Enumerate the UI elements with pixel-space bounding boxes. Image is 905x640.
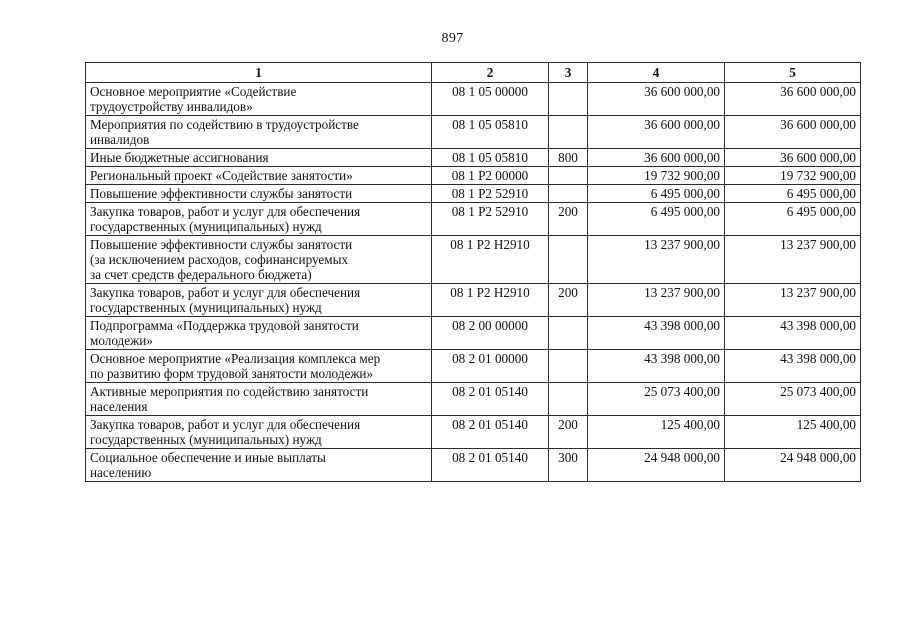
- row-amount-1-cell: 6 495 000,00: [588, 185, 725, 203]
- table-row: [86, 350, 861, 383]
- row-amount-1-cell: 43 398 000,00: [588, 317, 725, 350]
- table-row: [86, 167, 861, 185]
- row-amount-2-cell: 36 600 000,00: [725, 116, 861, 149]
- row-amount-2-cell: 43 398 000,00: [725, 317, 861, 350]
- budget-table: [85, 62, 861, 482]
- row-name-cell: Закупка товаров, работ и услуг для обеспечения государственных (муниципальных) нужд: [86, 284, 432, 317]
- table-row: [86, 149, 861, 167]
- row-code-cell: 08 2 01 00000: [432, 350, 549, 383]
- row-amount-1-cell: 36 600 000,00: [588, 149, 725, 167]
- column-header-type: 3: [549, 63, 588, 83]
- row-code-cell: 08 1 05 00000: [432, 83, 549, 116]
- row-type-cell: [549, 317, 588, 350]
- row-type-cell: [549, 83, 588, 116]
- row-type-cell: [549, 383, 588, 416]
- row-code-cell: 08 1 Р2 00000: [432, 167, 549, 185]
- row-code-cell: 08 2 01 05140: [432, 416, 549, 449]
- row-amount-1-cell: 43 398 000,00: [588, 350, 725, 383]
- row-type-cell: [549, 185, 588, 203]
- row-amount-2-cell: 25 073 400,00: [725, 383, 861, 416]
- row-amount-1-cell: 25 073 400,00: [588, 383, 725, 416]
- row-amount-2-cell: 13 237 900,00: [725, 284, 861, 317]
- row-type-cell: [549, 116, 588, 149]
- row-amount-1-cell: 6 495 000,00: [588, 203, 725, 236]
- row-code-cell: 08 1 Р2 52910: [432, 203, 549, 236]
- row-amount-2-cell: 43 398 000,00: [725, 350, 861, 383]
- row-amount-1-cell: 125 400,00: [588, 416, 725, 449]
- row-name-cell: Закупка товаров, работ и услуг для обеспечения государственных (муниципальных) нужд: [86, 203, 432, 236]
- column-header-name: 1: [86, 63, 432, 83]
- row-code-cell: 08 2 01 05140: [432, 449, 549, 482]
- table-row: [86, 416, 861, 449]
- row-amount-2-cell: 125 400,00: [725, 416, 861, 449]
- row-amount-2-cell: 6 495 000,00: [725, 185, 861, 203]
- page-number: 897: [441, 31, 464, 46]
- row-amount-1-cell: 13 237 900,00: [588, 236, 725, 284]
- table-row: [86, 203, 861, 236]
- table-row: [86, 185, 861, 203]
- table-row: [86, 449, 861, 482]
- table-body: [86, 83, 861, 482]
- table-row: [86, 317, 861, 350]
- row-type-cell: 200: [549, 284, 588, 317]
- row-amount-1-cell: 24 948 000,00: [588, 449, 725, 482]
- row-amount-2-cell: 36 600 000,00: [725, 149, 861, 167]
- row-name-cell: Закупка товаров, работ и услуг для обеспечения государственных (муниципальных) нужд: [86, 416, 432, 449]
- row-name-cell: Основное мероприятие «Реализация комплекса мер по развитию форм трудовой занятости молодежи»: [86, 350, 432, 383]
- column-header-amount-2: 5: [725, 63, 861, 83]
- row-code-cell: 08 2 01 05140: [432, 383, 549, 416]
- table-row: [86, 83, 861, 116]
- row-name-cell: Региональный проект «Содействие занятости»: [86, 167, 432, 185]
- row-name-cell: Мероприятия по содействию в трудоустройстве инвалидов: [86, 116, 432, 149]
- row-type-cell: 200: [549, 416, 588, 449]
- row-amount-1-cell: 19 732 900,00: [588, 167, 725, 185]
- row-name-cell: Повышение эффективности службы занятости: [86, 185, 432, 203]
- row-name-cell: Иные бюджетные ассигнования: [86, 149, 432, 167]
- table-row: [86, 236, 861, 284]
- row-name-cell: Основное мероприятие «Содействие трудоустройству инвалидов»: [86, 83, 432, 116]
- row-code-cell: 08 1 05 05810: [432, 149, 549, 167]
- column-header-code: 2: [432, 63, 549, 83]
- row-name-cell: Подпрограмма «Поддержка трудовой занятости молодежи»: [86, 317, 432, 350]
- row-name-cell: Повышение эффективности службы занятости (за исключением расходов, софинансируемых за счет средств федерального бюджета): [86, 236, 432, 284]
- row-amount-1-cell: 13 237 900,00: [588, 284, 725, 317]
- row-amount-1-cell: 36 600 000,00: [588, 83, 725, 116]
- table-row: [86, 383, 861, 416]
- row-amount-1-cell: 36 600 000,00: [588, 116, 725, 149]
- row-amount-2-cell: 13 237 900,00: [725, 236, 861, 284]
- row-type-cell: [549, 236, 588, 284]
- row-type-cell: [549, 167, 588, 185]
- row-type-cell: 200: [549, 203, 588, 236]
- row-type-cell: [549, 350, 588, 383]
- table-header-row: [86, 63, 861, 83]
- row-amount-2-cell: 19 732 900,00: [725, 167, 861, 185]
- row-type-cell: 800: [549, 149, 588, 167]
- row-type-cell: 300: [549, 449, 588, 482]
- table-row: [86, 116, 861, 149]
- row-code-cell: 08 1 Р2 52910: [432, 185, 549, 203]
- row-amount-2-cell: 6 495 000,00: [725, 203, 861, 236]
- row-amount-2-cell: 36 600 000,00: [725, 83, 861, 116]
- row-name-cell: Активные мероприятия по содействию занятости населения: [86, 383, 432, 416]
- row-code-cell: 08 1 05 05810: [432, 116, 549, 149]
- row-name-cell: Социальное обеспечение и иные выплаты населению: [86, 449, 432, 482]
- row-code-cell: 08 1 Р2 Н2910: [432, 284, 549, 317]
- row-code-cell: 08 1 Р2 Н2910: [432, 236, 549, 284]
- row-code-cell: 08 2 00 00000: [432, 317, 549, 350]
- row-amount-2-cell: 24 948 000,00: [725, 449, 861, 482]
- table-row: [86, 284, 861, 317]
- column-header-amount-1: 4: [588, 63, 725, 83]
